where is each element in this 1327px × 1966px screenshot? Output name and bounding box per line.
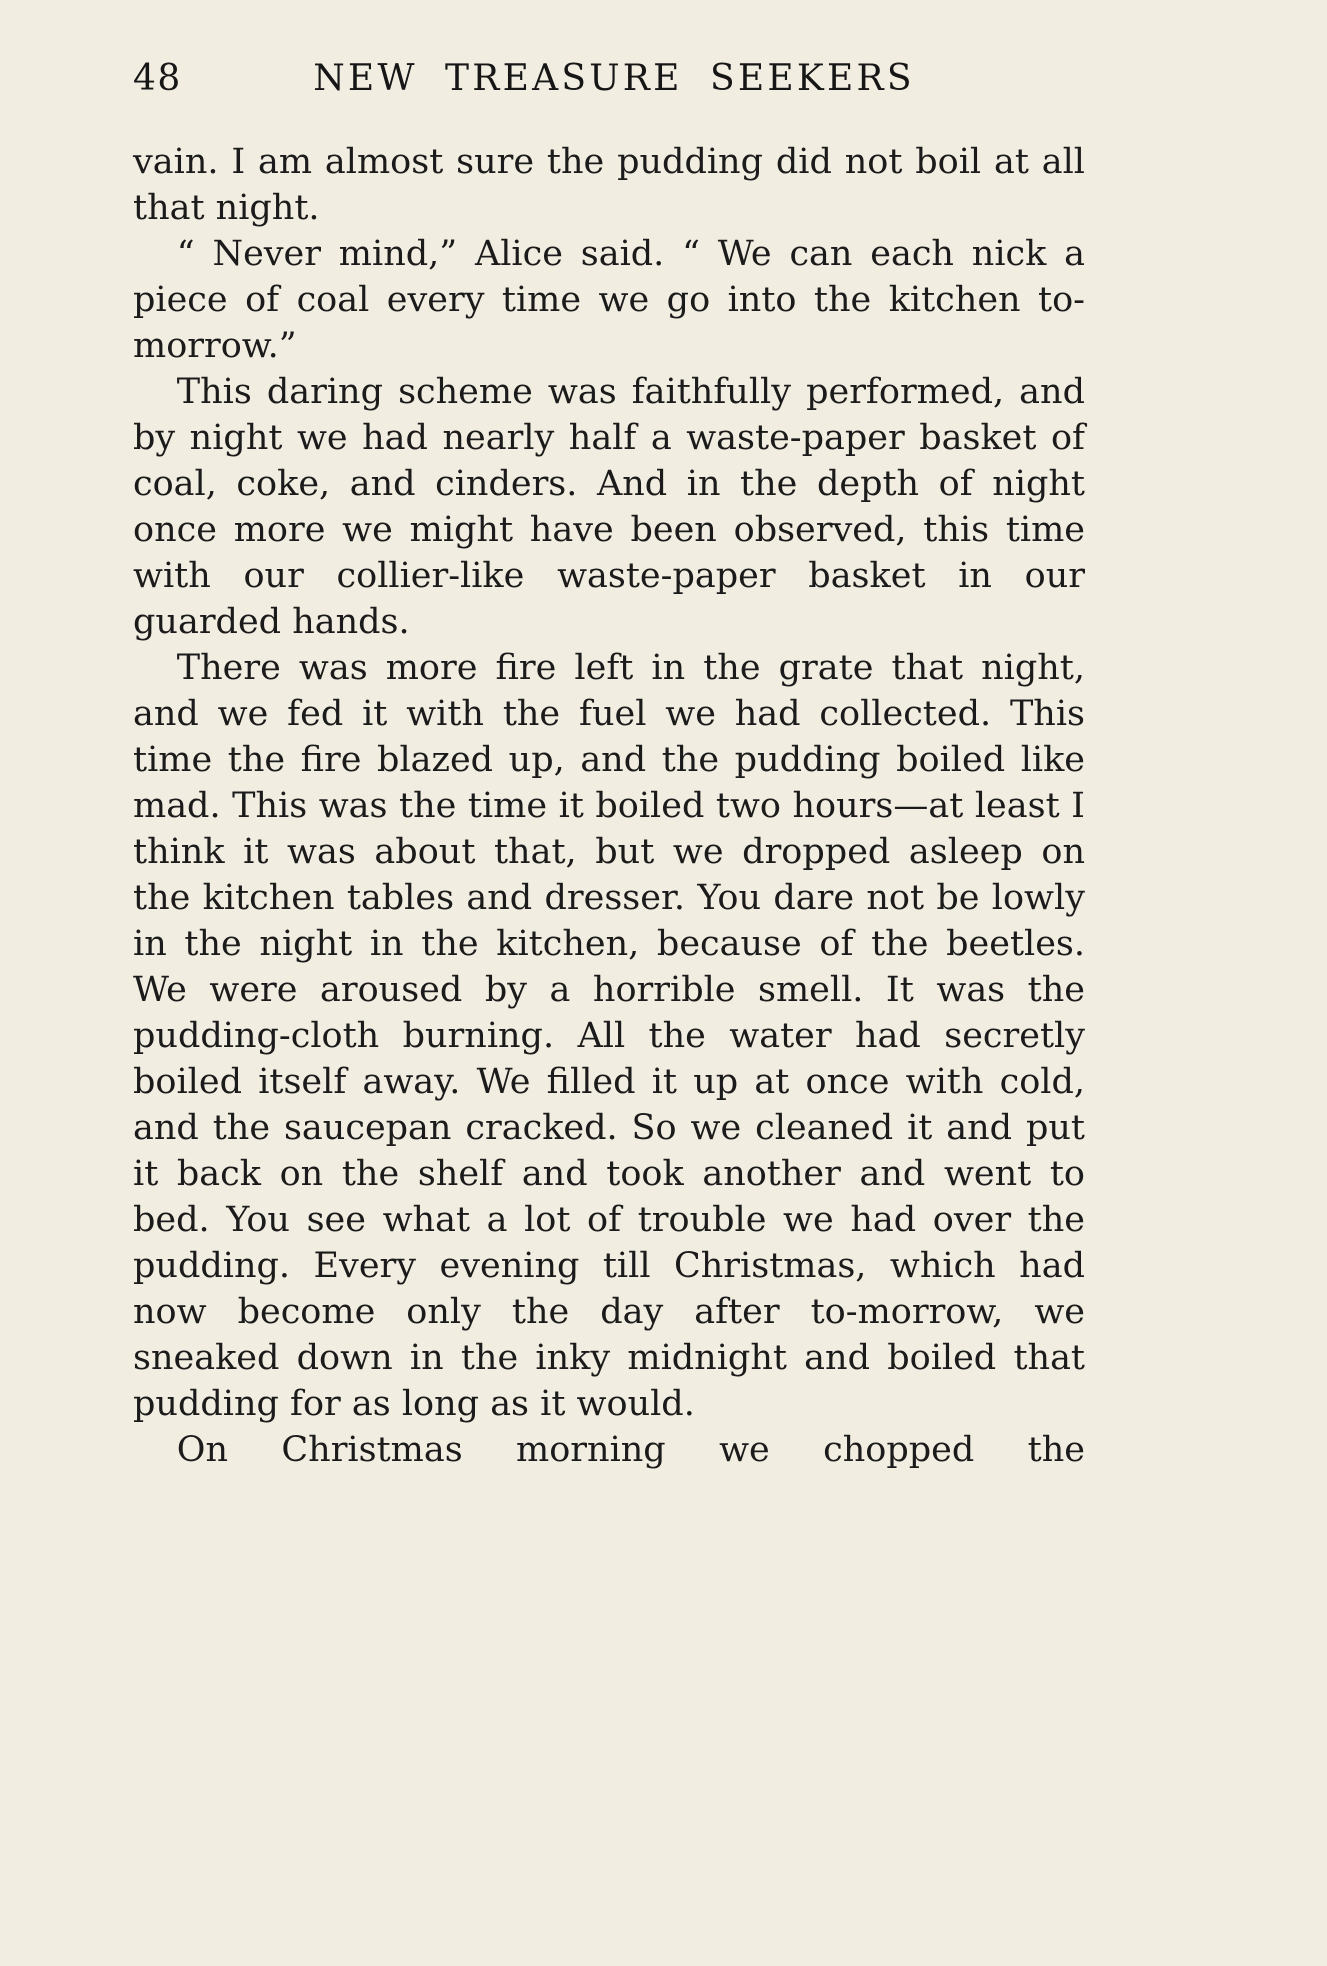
paragraph: “ Never mind,” Alice said. “ We can each nick a piece of coal every time we go into the kitchen to-morrow.”: [133, 234, 1085, 366]
paragraph: There was more fire left in the grate that night, and we fed it with the fuel we had collected. This time the fire blazed up, and the pudding boiled like mad. This was the time it boiled two hours—at least I think it was about that, but we dropped asleep on the kitchen tables and dresser. You dare not be lowly in the night in the kitchen, because of the beetles. We were aroused by a horrible smell. It was the pudding-cloth burning. All the water had secretly boiled itself away. We filled it up at once with cold, and the saucepan cracked. So we cleaned it and put it back on the shelf and took another and went to bed. You see what a lot of trouble we had over the pudding. Every evening till Christmas, which had now become only the day after to-morrow, we sneaked down in the inky midnight and boiled that pudding for as long as it would.: [133, 648, 1085, 1424]
paragraph: This daring scheme was faithfully performed, and by night we had nearly half a waste-paper basket of coal, coke, and cinders. And in the depth of night once more we might have been observed, this time with our collier-like waste-paper basket in our guarded hands.: [133, 372, 1085, 642]
running-head: [133, 58, 1085, 99]
page-body-text: [133, 139, 1085, 1473]
paragraph: On Christmas morning we chopped the: [176, 1430, 1085, 1470]
paragraph: vain. I am almost sure the pudding did not boil at all that night.: [133, 142, 1085, 228]
page-number: 48: [133, 58, 182, 99]
running-title: NEW TREASURE SEEKERS: [313, 58, 915, 99]
